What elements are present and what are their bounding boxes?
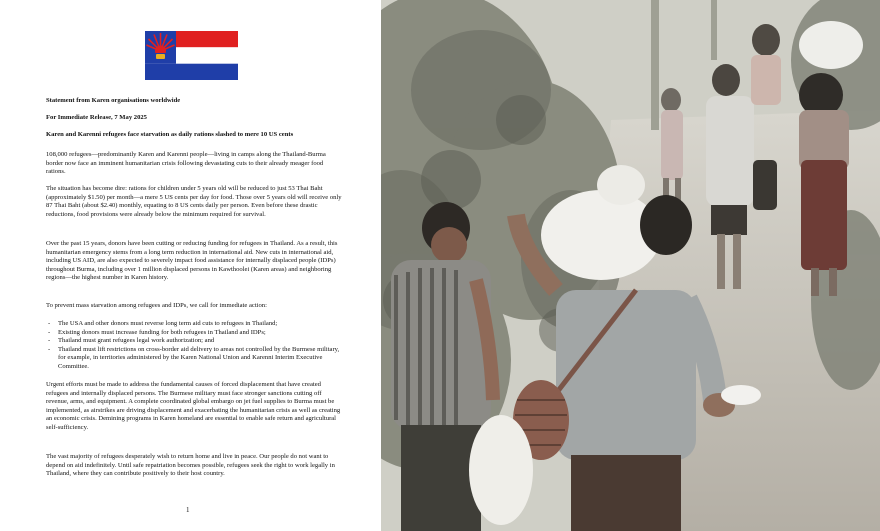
list-item: - Existing donors must increase funding for both refugees in Thailand and IDPs;	[46, 329, 342, 338]
action-list	[46, 320, 342, 372]
paragraph-5: Urgent efforts must be made to address the fundamental causes of forced displacement that have created refugees and internally displaced persons. The Burmese military must face stronger sanctions cutting off revenue, arms, and equipment. A complete coordinated global embargo on jet fuel supplies to Burma must be implemented, as airstrikes are driving displacement and exacerbating the humanitarian crisis as well as creating an economic crisis. Demining programs in Karen homeland are essential to enable safe return and agricultural self-sufficiency.	[46, 381, 341, 431]
paragraph-6: The vast majority of refugees desperately wish to return home and live in peace. Our people do not want to depend on aid indefinitely. Until safe repatriation becomes possible, refugees seek the right to work legally in Thailand, where they can contribute positively to their host country.	[46, 453, 335, 478]
paragraph-2: The situation has become dire: rations for children under 5 years old will be reduced to just 53 Thai Baht (approximately $1.50) per month—a mere 5 US cents per day for food. Those over 5 years old will receive only 87 Thai Baht (about $2.40) monthly, equating to 8 US cents daily per person. Even before these drastic reductions, food provisions were already below the minimum required for survival.	[46, 185, 342, 218]
paragraph-4: To prevent mass starvation among refugees and IDPs, we call for immediate action:	[46, 302, 267, 309]
headline: Karen and Karenni refugees face starvation as daily rations slashed to mere 10 US cents	[46, 131, 294, 138]
paragraph-3: Over the past 15 years, donors have been cutting or reducing funding for refugees in Thailand. As a result, this humanitarian emergency stems from a long term reduction in international aid. New cuts in international aid, including US AID, are also expected to severely impact food assistance for internally displaced people (IDPs) throughout Burma, including over 1 million displaced persons in Kawthoolei (Karen areas) and neighboring regions—the highest number in Karen history.	[46, 240, 338, 282]
statement-document	[0, 0, 381, 531]
release-date: For Immediate Release, 7 May 2025	[46, 114, 147, 121]
list-item: - The USA and other donors must reverse long term aid cuts to refugees in Thailand;	[46, 320, 342, 329]
paragraph-1: 108,000 refugees—predominantly Karen and Karenni people—living in camps along the Thailand-Burma border now face an imminent humanitarian crisis following devastating cuts to their already meager food rations.	[46, 151, 326, 176]
page-number: 1	[186, 506, 190, 514]
statement-heading: Statement from Karen organisations worldwide	[46, 97, 181, 104]
karen-flag-icon	[145, 31, 238, 80]
list-item: - Thailand must grant refugees legal work authorization; and	[46, 337, 342, 346]
list-item: - Thailand must lift restrictions on cross-border aid delivery to areas not controlled by the Burmese military, for example, in territories administered by the Karen National Union and Karenni Interim Executive Committee.	[46, 346, 342, 372]
refugees-walking-photo	[381, 0, 880, 531]
